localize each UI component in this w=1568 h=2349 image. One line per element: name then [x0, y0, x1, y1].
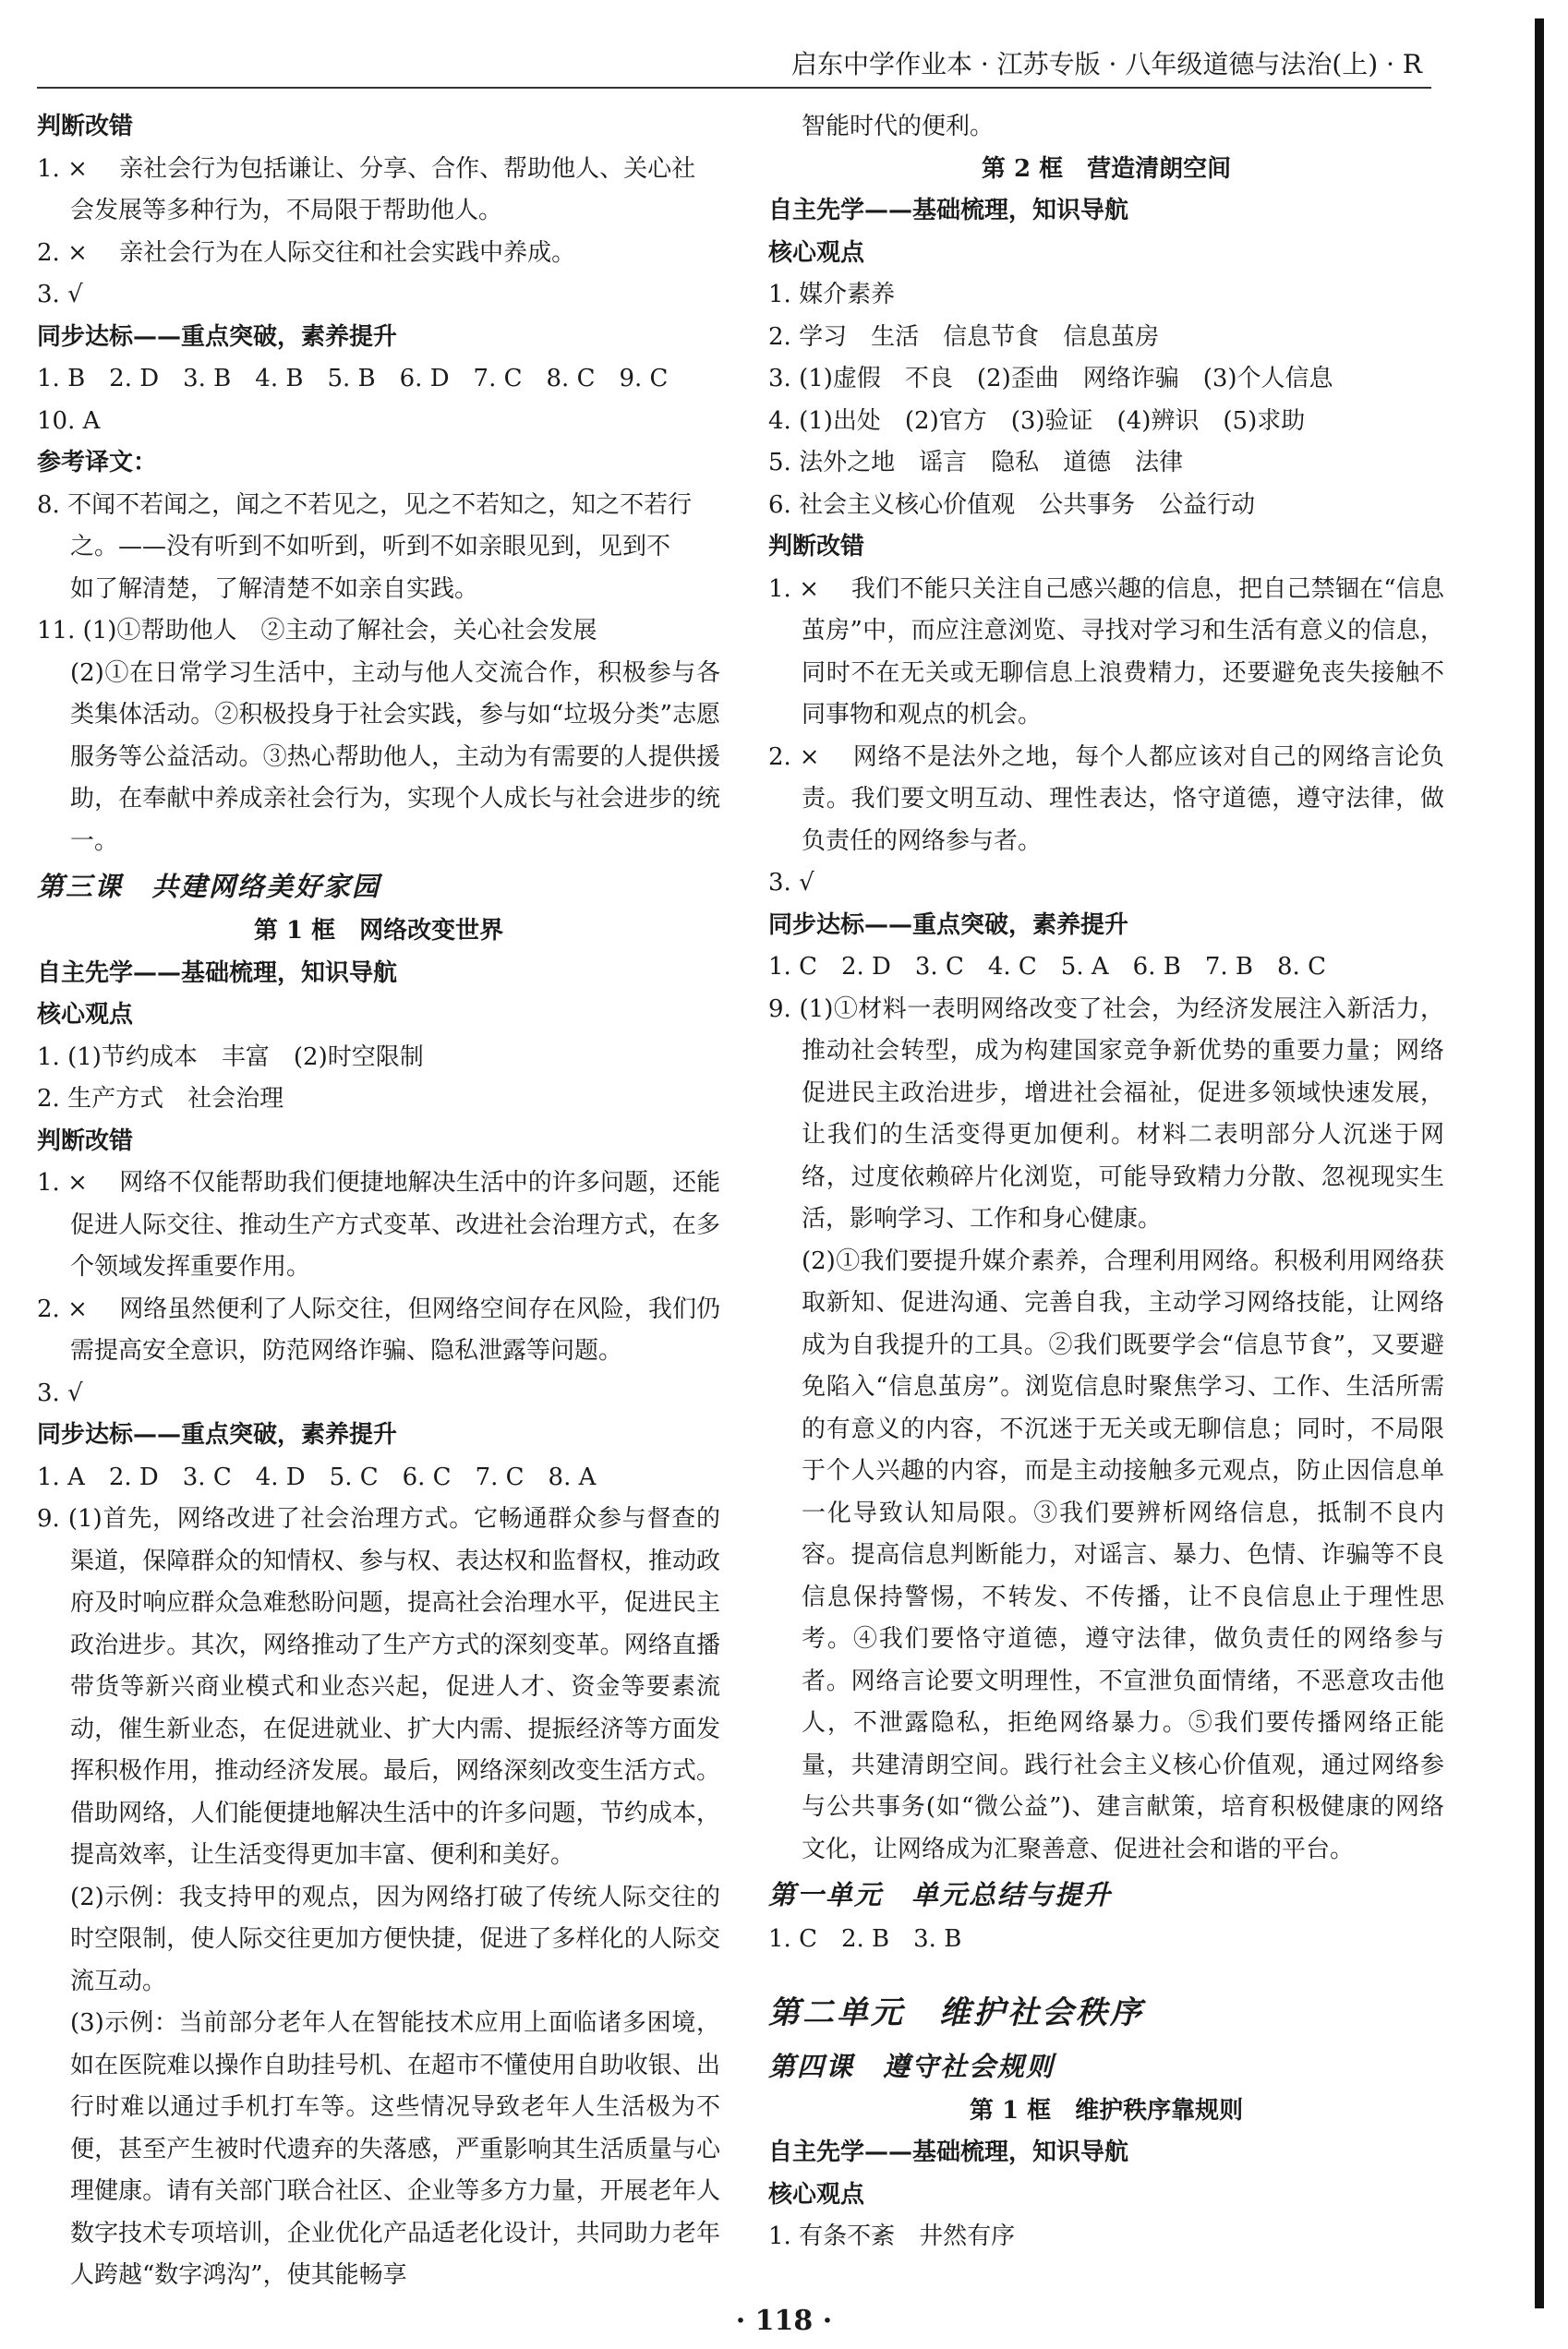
subsection-heading: 自主先学——基础梳理，知识导航 — [37, 958, 398, 987]
answer-list: 1. B 2. D 3. B 4. B 5. B 6. D 7. C 8. C 9. C 10. A — [37, 365, 693, 435]
frame-title: 第 1 框 维护秩序靠规则 — [969, 2096, 1244, 2125]
answer-item: 1. 有条不紊 井然有序 — [768, 2223, 1016, 2250]
frame-title: 第 2 框 营造清朗空间 — [981, 154, 1232, 183]
subsection-heading: 自主先学——基础梳理，知识导航 — [768, 2138, 1129, 2166]
right-column — [768, 106, 1444, 2259]
lesson-title: 第四课 遵守社会规则 — [768, 2050, 1055, 2082]
answer-item: 4. (1)出处 (2)官方 (3)验证 (4)辨识 (5)求助 — [768, 406, 1306, 435]
answer-paragraph: 1. × 网络不仅能帮助我们便捷地解决生活中的许多问题，还能促进人际交往、推动生产方式变革、改进社会治理方式，在多个领域发挥重要作用。 — [37, 1169, 720, 1281]
left-column — [37, 106, 720, 2297]
reference-text-continued: 之。——没有听到不如听到，听到不如亲眼见到，见到不 — [70, 533, 671, 560]
unit-summary-title: 第一单元 单元总结与提升 — [768, 1879, 1113, 1910]
answer-item: 3. (1)虚假 不良 (2)歪曲 网络诈骗 (3)个人信息 — [768, 365, 1333, 392]
answer-paragraph: 2. × 网络虽然便利了人际交往，但网络空间存在风险，我们仍需提高安全意识，防范网络诈骗、隐私泄露等问题。 — [37, 1295, 720, 1365]
answer-list: 1. C 2. B 3. B — [768, 1925, 962, 1953]
answer-paragraph: 9. (1)①材料一表明网络改变了社会，为经济发展注入新活力，推动社会转型，成为构建国家竞争新优势的重要力量；网络促进民主政治进步，增进社会福祉，促进多领域快速发展，让我们的生活变得更加便利。材料二表明部分人沉迷于网络，过度依赖碎片化浏览，可能导致精力分散、忽视现实生活，影响学习、工作和身心健康。 — [768, 994, 1444, 1233]
answer-paragraph: 9. (1)首先，网络改进了社会治理方式。它畅通群众参与督查的渠道，保障群众的知情权、参与权、表达权和监督权，推动政府及时响应群众急难愁盼问题，提高社会治理水平，促进民主政治进步。其次，网络推动了生产方式的深刻变革。网络直播带货等新兴商业模式和业态兴起，促进人才、资金等要素流动，催生新业态，在促进就业、扩大内需、提振经济等方面发挥积极作用，推动经济发展。最后，网络深刻改变生活方式。借助网络，人们能便捷地解决生活中的许多问题，节约成本，提高效率，让生活变得更加丰富、便利和美好。 — [37, 1505, 720, 1869]
answer-item: 1. (1)节约成本 丰富 (2)时空限制 — [37, 1042, 424, 1071]
core-heading: 核心观点 — [37, 1001, 134, 1029]
answer-paragraph: 1. × 我们不能只关注自己感兴趣的信息，把自己禁锢在“信息茧房”中，而应注意浏览、寻找对学习和生活有意义的信息，同时不在无关或无聊信息上浪费精力，还要避免丧失接触不同事物和观点的机会。 — [768, 574, 1444, 729]
section-heading: 判断改错 — [37, 1126, 134, 1155]
answer-item: 2. 生产方式 社会治理 — [37, 1085, 284, 1113]
frame-title: 第 1 框 网络改变世界 — [253, 917, 504, 945]
section-heading: 同步达标——重点突破，素养提升 — [37, 1421, 398, 1449]
answer-item: 3. √ — [37, 1379, 83, 1407]
subsection-heading: 自主先学——基础梳理，知识导航 — [768, 197, 1129, 224]
answer-item: 2. × 亲社会行为在人际交往和社会实践中养成。 — [37, 238, 576, 267]
running-header — [37, 46, 1431, 89]
answer-item: 3. √ — [37, 281, 83, 308]
answer-item-continued: 会发展等多种行为，不局限于帮助他人。 — [70, 197, 503, 224]
section-heading: 同步达标——重点突破，素养提升 — [37, 322, 398, 351]
answer-paragraph: 2. × 网络不是法外之地，每个人都应该对自己的网络言论负责。我们要文明互动、理性表达，恪守道德，遵守法律，做负责任的网络参与者。 — [768, 742, 1444, 855]
answer-item: 2. 学习 生活 信息节食 信息茧房 — [768, 322, 1160, 351]
header-title: 启东中学作业本 · 江苏专版 · 八年级道德与法治(上) · R — [790, 49, 1422, 79]
page-number: · 118 · — [735, 2305, 833, 2337]
edge-bar — [1535, 18, 1544, 2308]
reference-text-continued: 如了解清楚，了解清楚不如亲自实践。 — [70, 574, 479, 603]
section-heading: 判断改错 — [768, 533, 865, 560]
answer-item: 6. 社会主义核心价值观 公共事务 公益行动 — [768, 490, 1256, 519]
answer-continued: 智能时代的便利。 — [802, 113, 995, 140]
section-heading: 同步达标——重点突破，素养提升 — [768, 910, 1129, 939]
answer-list: 1. A 2. D 3. C 4. D 5. C 6. C 7. C 8. A — [37, 1463, 597, 1491]
section-heading: 判断改错 — [37, 113, 134, 140]
answer-paragraph: (2)示例：我支持甲的观点，因为网络打破了传统人际交往的时空限制，使人际交往更加方便快捷，促进了多样化的人际交流互动。 — [70, 1883, 720, 1995]
answer-item: 5. 法外之地 谣言 隐私 道德 法律 — [768, 449, 1184, 476]
core-heading: 核心观点 — [768, 2180, 865, 2209]
core-heading: 核心观点 — [768, 238, 865, 267]
answer-item: 1. 媒介素养 — [768, 281, 896, 308]
answer-paragraph: (2)①在日常学习生活中，主动与他人交流合作，积极参与各类集体活动。②积极投身于社会实践，参与如“垃圾分类”志愿服务等公益活动。③热心帮助他人，主动为有需要的人提供援助，在奉献中养成亲社会行为，实现个人成长与社会进步的统一。 — [70, 658, 720, 855]
answer-item: 3. √ — [768, 869, 814, 897]
answer-list: 1. C 2. D 3. C 4. C 5. A 6. B 7. B 8. C — [768, 953, 1326, 981]
answer-item: 1. × 亲社会行为包括谦让、分享、合作、帮助他人、关心社 — [37, 154, 696, 183]
answer-paragraph: (3)示例：当前部分老年人在智能技术应用上面临诸多困境，如在医院难以操作自助挂号机、在超市不懂使用自助收银、出行时难以通过手机打车等。这些情况导致老年人生活极为不便，甚至产生被时代遗弃的失落感，严重影响其生活质量与心理健康。请有关部门联合社区、企业等多方力量，开展老年人数字技术专项培训，企业优化产品适老化设计，共同助力老年人跨越“数字鸿沟”，使其能畅享 — [70, 2009, 720, 2289]
answer-paragraph: (2)①我们要提升媒介素养，合理利用网络。积极利用网络获取新知、促进沟通、完善自我，主动学习网络技能，让网络成为自我提升的工具。②我们既要学会“信息节食”，又要避免陷入“信息茧房”。浏览信息时聚焦学习、工作、生活所需的有意义的内容，不沉迷于无关或无聊信息；同时，不局限于个人兴趣的内容，而是主动接触多元观点，防止因信息单一化导致认知局限。③我们要辨析网络信息，抵制不良内容。提高信息判断能力，对谣言、暴力、色情、诈骗等不良信息保持警惕，不转发、不传播，让不良信息止于理性思考。④我们要恪守道德，遵守法律，做负责任的网络参与者。网络言论要文明理性，不宣泄负面情绪，不恶意攻击他人，不泄露隐私，拒绝网络暴力。⑤我们要传播网络正能量，共建清朗空间。践行社会主义核心价值观，通过网络参与公共事务(如“微公益”)、建言献策，培育积极健康的网络文化，让网络成为汇聚善意、促进社会和谐的平台。 — [802, 1247, 1444, 1863]
reference-heading: 参考译文： — [37, 449, 158, 476]
reference-text: 8. 不闻不若闻之，闻之不若见之，见之不若知之，知之不若行 — [37, 490, 693, 519]
answer-item: 11. (1)①帮助他人 ②主动了解社会，关心社会发展 — [37, 617, 597, 644]
lesson-title: 第三课 共建网络美好家园 — [37, 871, 381, 902]
unit-title: 第二单元 维护社会秩序 — [768, 1994, 1144, 2031]
